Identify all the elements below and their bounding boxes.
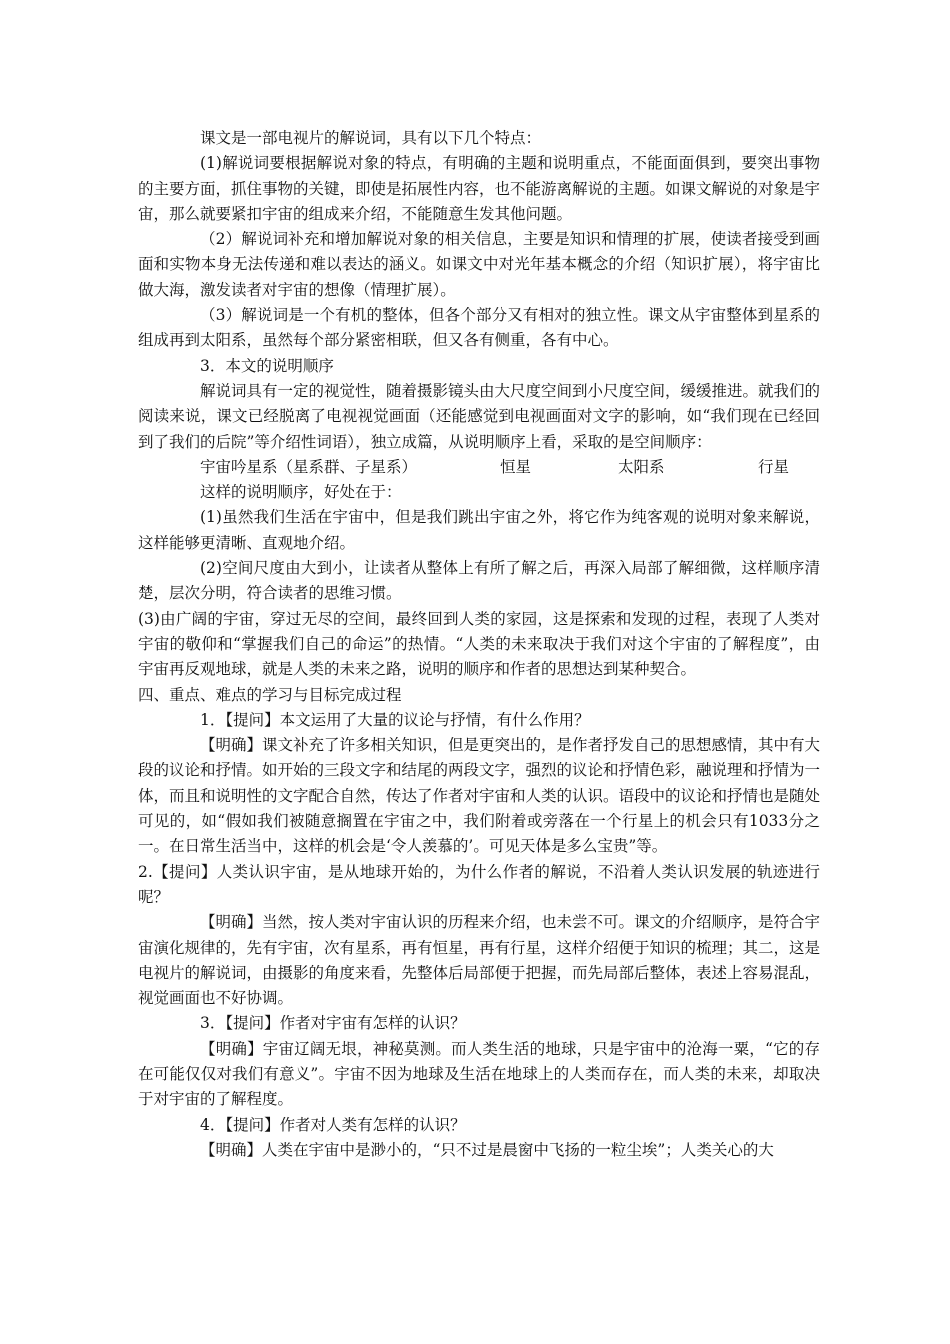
section-heading: 3．本文的说明顺序	[200, 356, 334, 375]
answer: 【明确】课文补充了许多相关知识，但是更突出的，是作者抒发自己的思想感情，其中有大段的议论和抒情。如开始的三段文字和结尾的两段文字，强烈的议论和抒情色彩，融说理和抒情为一体，而且和说明性的文字配合自然，传达了作者对宇宙和人类的认识。语段中的议论和抒情也是随处可见的，如“假如我们被随意搁置在宇宙之中，我们附着或旁落在一个行星上的机会只有1033分之一。在日常生活当中，这样的机会是‘令人羡慕的’。可见天体是多么宝贵”等。	[138, 736, 821, 856]
paragraph: （3）解说词是一个有机的整体，但各个部分又有相对的独立性。课文从宇宙整体到星系的组成再到太阳系，虽然每个部分紧密相联，但又各有侧重，各有中心。	[138, 306, 820, 350]
question: 4．【提问】作者对人类有怎样的认识？	[200, 1115, 466, 1134]
paragraph: (2)空间尺度由大到小，让读者从整体上有所了解之后，再深入局部了解细微，这样顺序清楚，层次分明，符合读者的思维习惯。	[138, 559, 820, 603]
question: 3．【提问】作者对宇宙有怎样的认识？	[200, 1014, 466, 1033]
document-body	[138, 126, 820, 1163]
paragraph: 课文是一部电视片的解说词，具有以下几个特点：	[200, 129, 542, 147]
paragraph: (1)解说词要根据解说对象的特点，有明确的主题和说明重点，不能面面俱到，要突出事物的主要方面，抓住事物的关键，即使是拓展性内容，也不能游离解说的主题。如课文解说的对象是宇宙，那么就要紧扣宇宙的组成来介绍，不能随意生发其他问题。	[138, 154, 821, 223]
spatial-order-sequence	[138, 455, 820, 480]
paragraph: 这样的说明顺序，好处在于：	[200, 483, 402, 502]
answer: 【明确】人类在宇宙中是渺小的，“只不过是晨窗中飞扬的一粒尘埃”；人类关心的大	[200, 1140, 774, 1159]
paragraph: （2）解说词补充和增加解说对象的相关信息，主要是知识和情理的扩展，使读者接受到画面和实物本身无法传递和难以表达的涵义。如课文中对光年基本概念的介绍（知识扩展），将宇宙比做大海，激发读者对宇宙的想像（情理扩展）。	[138, 230, 820, 299]
order-item: 宇宙吟星系（星系群、子星系）	[200, 457, 418, 476]
question: 2.【提问】人类认识宇宙，是从地球开始的，为什么作者的解说，不沿着人类认识发展的轨迹进行呢？	[138, 862, 820, 906]
question: 1．【提问】本文运用了大量的议论与抒情，有什么作用？	[200, 710, 590, 729]
section-heading: 四、重点、难点的学习与目标完成过程	[138, 685, 402, 704]
answer: 【明确】宇宙辽阔无垠，神秘莫测。而人类生活的地球，只是宇宙中的沧海一粟，“它的存在可能仅仅对我们有意义”。宇宙不因为地球及生活在地球上的人类而存在，而人类的未来，却取决于对宇宙的了解程度。	[138, 1039, 820, 1109]
order-item: 太阳系	[618, 457, 665, 476]
paragraph: 解说词具有一定的视觉性，随着摄影镜头由大尺度空间到小尺度空间，缓缓推进。就我们的阅读来说，课文已经脱离了电视视觉画面（还能感觉到电视画面对文字的影响，如“我们现在已经回到了我们的后院”等介绍性词语），独立成篇，从说明顺序上看，采取的是空间顺序：	[138, 381, 821, 451]
paragraph: (1)虽然我们生活在宇宙中，但是我们跳出宇宙之外，将它作为纯客观的说明对象来解说，这样能够更清晰、直观地介绍。	[138, 508, 820, 552]
answer: 【明确】当然，按人类对宇宙认识的历程来介绍，也未尝不可。课文的介绍顺序，是符合宇宙演化规律的，先有宇宙，次有星系，再有恒星，再有行星，这样介绍便于知识的梳理；其二，这是电视片的解说词，由摄影的角度来看，先整体后局部便于把握，而先局部后整体，表述上容易混乱，视觉画面也不好协调。	[138, 913, 821, 1008]
order-item: 行星	[758, 457, 790, 476]
order-item: 恒星	[500, 457, 532, 476]
paragraph: (3)由广阔的宇宙，穿过无尽的空间，最终回到人类的家园，这是探索和发现的过程，表现了人类对宇宙的敬仰和“掌握我们自己的命运”的热情。“人类的未来取决于我们对这个宇宙的了解程度”，由宇宙再反观地球，就是人类的未来之路，说明的顺序和作者的思想达到某种契合。	[138, 609, 820, 679]
